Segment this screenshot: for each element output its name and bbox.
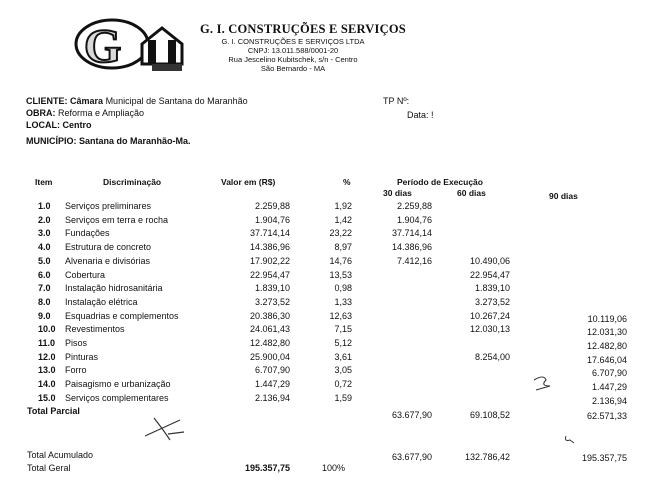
local-label: LOCAL: [26, 120, 60, 130]
row-item-number: 5.0 [38, 255, 51, 266]
row-valor: 14.386,96 [249, 242, 290, 253]
row-90-dias: 2.136,94 [591, 395, 627, 406]
row-90-dias: 10.119,06 [587, 313, 627, 324]
header-60-dias: 60 dias [457, 188, 486, 198]
row-item-number: 12.0 [38, 351, 56, 362]
company-logo [70, 14, 190, 74]
row-60-dias: 3.273,52 [474, 296, 510, 307]
row-percent: 23,22 [329, 228, 352, 239]
header-item: Item [35, 177, 53, 187]
row-discriminacao: Paisagismo e urbanização [65, 379, 171, 390]
row-item-number: 9.0 [38, 310, 51, 321]
cliente-bold: Câmara [70, 96, 104, 106]
row-discriminacao: Revestimentos [65, 324, 125, 335]
row-item-number: 2.0 [38, 214, 51, 225]
row-item-number: 3.0 [38, 228, 51, 239]
company-cnpj: CNPJ: 13.011.588/0001-20 [247, 46, 339, 55]
table-row [0, 270, 647, 283]
row-discriminacao: Alvenaria e divisórias [65, 255, 151, 266]
row-item-number: 7.0 [38, 283, 51, 294]
table-row [0, 283, 647, 296]
table-row [0, 338, 647, 351]
company-city: São Bernardo - MA [260, 64, 326, 73]
total-parcial-90: 62.571,33 [586, 411, 627, 421]
row-valor: 17.902,22 [249, 255, 290, 266]
total-parcial-30: 63.677,90 [391, 410, 432, 420]
row-discriminacao: Instalação hidrosanitária [65, 283, 163, 294]
table-row [0, 311, 647, 324]
header-90-dias: 90 dias [549, 191, 578, 201]
row-item-number: 14.0 [38, 379, 56, 390]
row-item-number: 11.0 [38, 338, 56, 348]
row-discriminacao: Cobertura [65, 269, 106, 280]
total-acumulado-label: Total Acumulado [27, 450, 94, 460]
row-90-dias: 12.031,30 [586, 327, 627, 338]
row-discriminacao: Serviços complementares [65, 392, 169, 403]
table-row [0, 393, 647, 406]
row-valor: 37.714,14 [249, 228, 290, 239]
obra-line [26, 108, 144, 118]
total-acumulado-30: 63.677,90 [391, 452, 432, 462]
row-percent: 13,53 [329, 269, 352, 280]
data-label: Data: ! [407, 110, 434, 120]
row-60-dias: 10.267,24 [469, 310, 510, 321]
total-acumulado-90: 195.357,75 [581, 453, 627, 463]
table-row [0, 324, 647, 337]
row-percent: 1,92 [334, 201, 352, 211]
svg-text:G: G [84, 20, 122, 73]
row-percent: 8,97 [334, 242, 352, 253]
header-periodo: Período de Execução [397, 177, 483, 187]
table-row [0, 297, 647, 310]
table-row [0, 201, 647, 214]
row-discriminacao: Esquadrias e complementos [65, 310, 179, 321]
row-90-dias: 1.447,29 [591, 382, 627, 393]
row-valor: 1.447,29 [254, 379, 290, 390]
total-geral-valor: 195.357,75 [244, 463, 290, 473]
row-discriminacao: Serviços em terra e rocha [65, 214, 169, 225]
row-60-dias: 12.030,13 [469, 324, 510, 335]
row-60-dias: 22.954,47 [469, 269, 510, 280]
company-title: G. I. CONSTRUÇÕES E SERVIÇOS [200, 22, 406, 36]
row-90-dias: 17.646,04 [586, 354, 627, 365]
row-valor: 1.839,10 [254, 283, 290, 294]
row-item-number: 13.0 [38, 365, 56, 376]
table-row [0, 228, 647, 241]
small-mark [563, 434, 577, 446]
table-row [0, 242, 647, 255]
row-discriminacao: Forro [65, 365, 87, 376]
row-percent: 0,98 [334, 283, 352, 294]
row-item-number: 4.0 [38, 242, 51, 253]
total-parcial-row [0, 406, 647, 419]
initials-mark [530, 372, 558, 394]
row-valor: 2.259,88 [254, 201, 290, 211]
municipio-line [26, 136, 191, 146]
obra-value: Reforma e Ampliação [58, 108, 145, 118]
row-discriminacao: Pisos [65, 338, 88, 348]
header-discriminacao: Discriminação [103, 177, 162, 187]
header-30-dias: 30 dias [383, 188, 412, 198]
row-discriminacao: Estrutura de concreto [65, 242, 152, 253]
row-percent: 1,33 [334, 296, 352, 307]
row-discriminacao: Pinturas [65, 351, 99, 362]
row-60-dias: 1.839,10 [474, 283, 510, 294]
row-item-number: 15.0 [38, 392, 56, 403]
row-90-dias: 12.482,80 [586, 341, 627, 351]
total-acumulado-row [0, 450, 647, 463]
total-geral-percent: 100% [322, 463, 346, 473]
cliente-value: Municipal de Santana do Maranhão [105, 96, 248, 106]
company-address: Rua Jescelino Kubitschek, s/n - Centro [228, 55, 358, 64]
row-valor: 2.136,94 [254, 392, 290, 403]
row-90-dias: 6.707,90 [591, 368, 627, 379]
row-valor: 1.904,76 [254, 214, 290, 225]
obra-label: OBRA: [26, 108, 56, 118]
row-percent: 3,05 [334, 365, 352, 376]
row-60-dias: 8.254,00 [474, 351, 510, 362]
row-percent: 1,42 [334, 214, 352, 225]
table-row [0, 352, 647, 365]
row-valor: 24.061,43 [249, 324, 290, 335]
company-legal-name: G. I. CONSTRUÇÕES E SERVIÇOS LTDA [221, 37, 365, 46]
total-parcial-60: 69.108,52 [469, 410, 510, 420]
table-row [0, 256, 647, 269]
tp-label: TP Nº: [383, 96, 410, 106]
row-valor: 6.707,90 [254, 365, 290, 376]
header-valor: Valor em (R$) [221, 177, 276, 187]
row-item-number: 10.0 [38, 324, 56, 335]
row-item-number: 1.0 [38, 201, 51, 211]
row-item-number: 6.0 [38, 269, 51, 280]
total-geral-label: Total Geral [27, 463, 71, 473]
row-30-dias: 14.386,96 [391, 242, 432, 253]
row-30-dias: 2.259,88 [396, 201, 432, 211]
local-value: Centro [62, 120, 92, 130]
table-row [0, 215, 647, 228]
row-valor: 20.386,30 [249, 310, 290, 321]
municipio-value: Santana do Maranhão-Ma. [79, 136, 191, 146]
row-percent: 3,61 [334, 351, 352, 362]
header-percent: % [343, 177, 351, 187]
total-parcial-label: Total Parcial [27, 406, 80, 416]
row-percent: 5,12 [334, 338, 352, 348]
municipio-label: MUNICÍPIO: [26, 136, 77, 146]
row-valor: 25.900,04 [249, 351, 290, 362]
row-percent: 0,72 [334, 379, 352, 390]
row-valor: 3.273,52 [254, 296, 290, 307]
row-discriminacao: Serviços preliminares [65, 201, 152, 211]
row-30-dias: 37.714,14 [391, 228, 432, 239]
row-60-dias: 10.490,06 [469, 255, 510, 266]
cliente-line [26, 96, 248, 106]
signature-mark [140, 414, 190, 444]
total-acumulado-60: 132.786,42 [464, 452, 510, 462]
total-geral-row [0, 463, 647, 476]
row-item-number: 8.0 [38, 296, 51, 307]
row-30-dias: 1.904,76 [396, 214, 432, 225]
row-discriminacao: Instalação elétrica [65, 296, 138, 307]
row-percent: 14,76 [329, 255, 352, 266]
row-percent: 1,59 [334, 392, 352, 403]
row-percent: 7,15 [334, 324, 352, 335]
row-percent: 12,63 [329, 310, 352, 321]
local-line [26, 120, 92, 130]
row-discriminacao: Fundações [65, 228, 110, 239]
row-30-dias: 7.412,16 [396, 255, 432, 266]
row-valor: 22.954,47 [249, 269, 290, 280]
row-valor: 12.482,80 [249, 338, 290, 348]
cliente-label: CLIENTE: [26, 96, 68, 106]
